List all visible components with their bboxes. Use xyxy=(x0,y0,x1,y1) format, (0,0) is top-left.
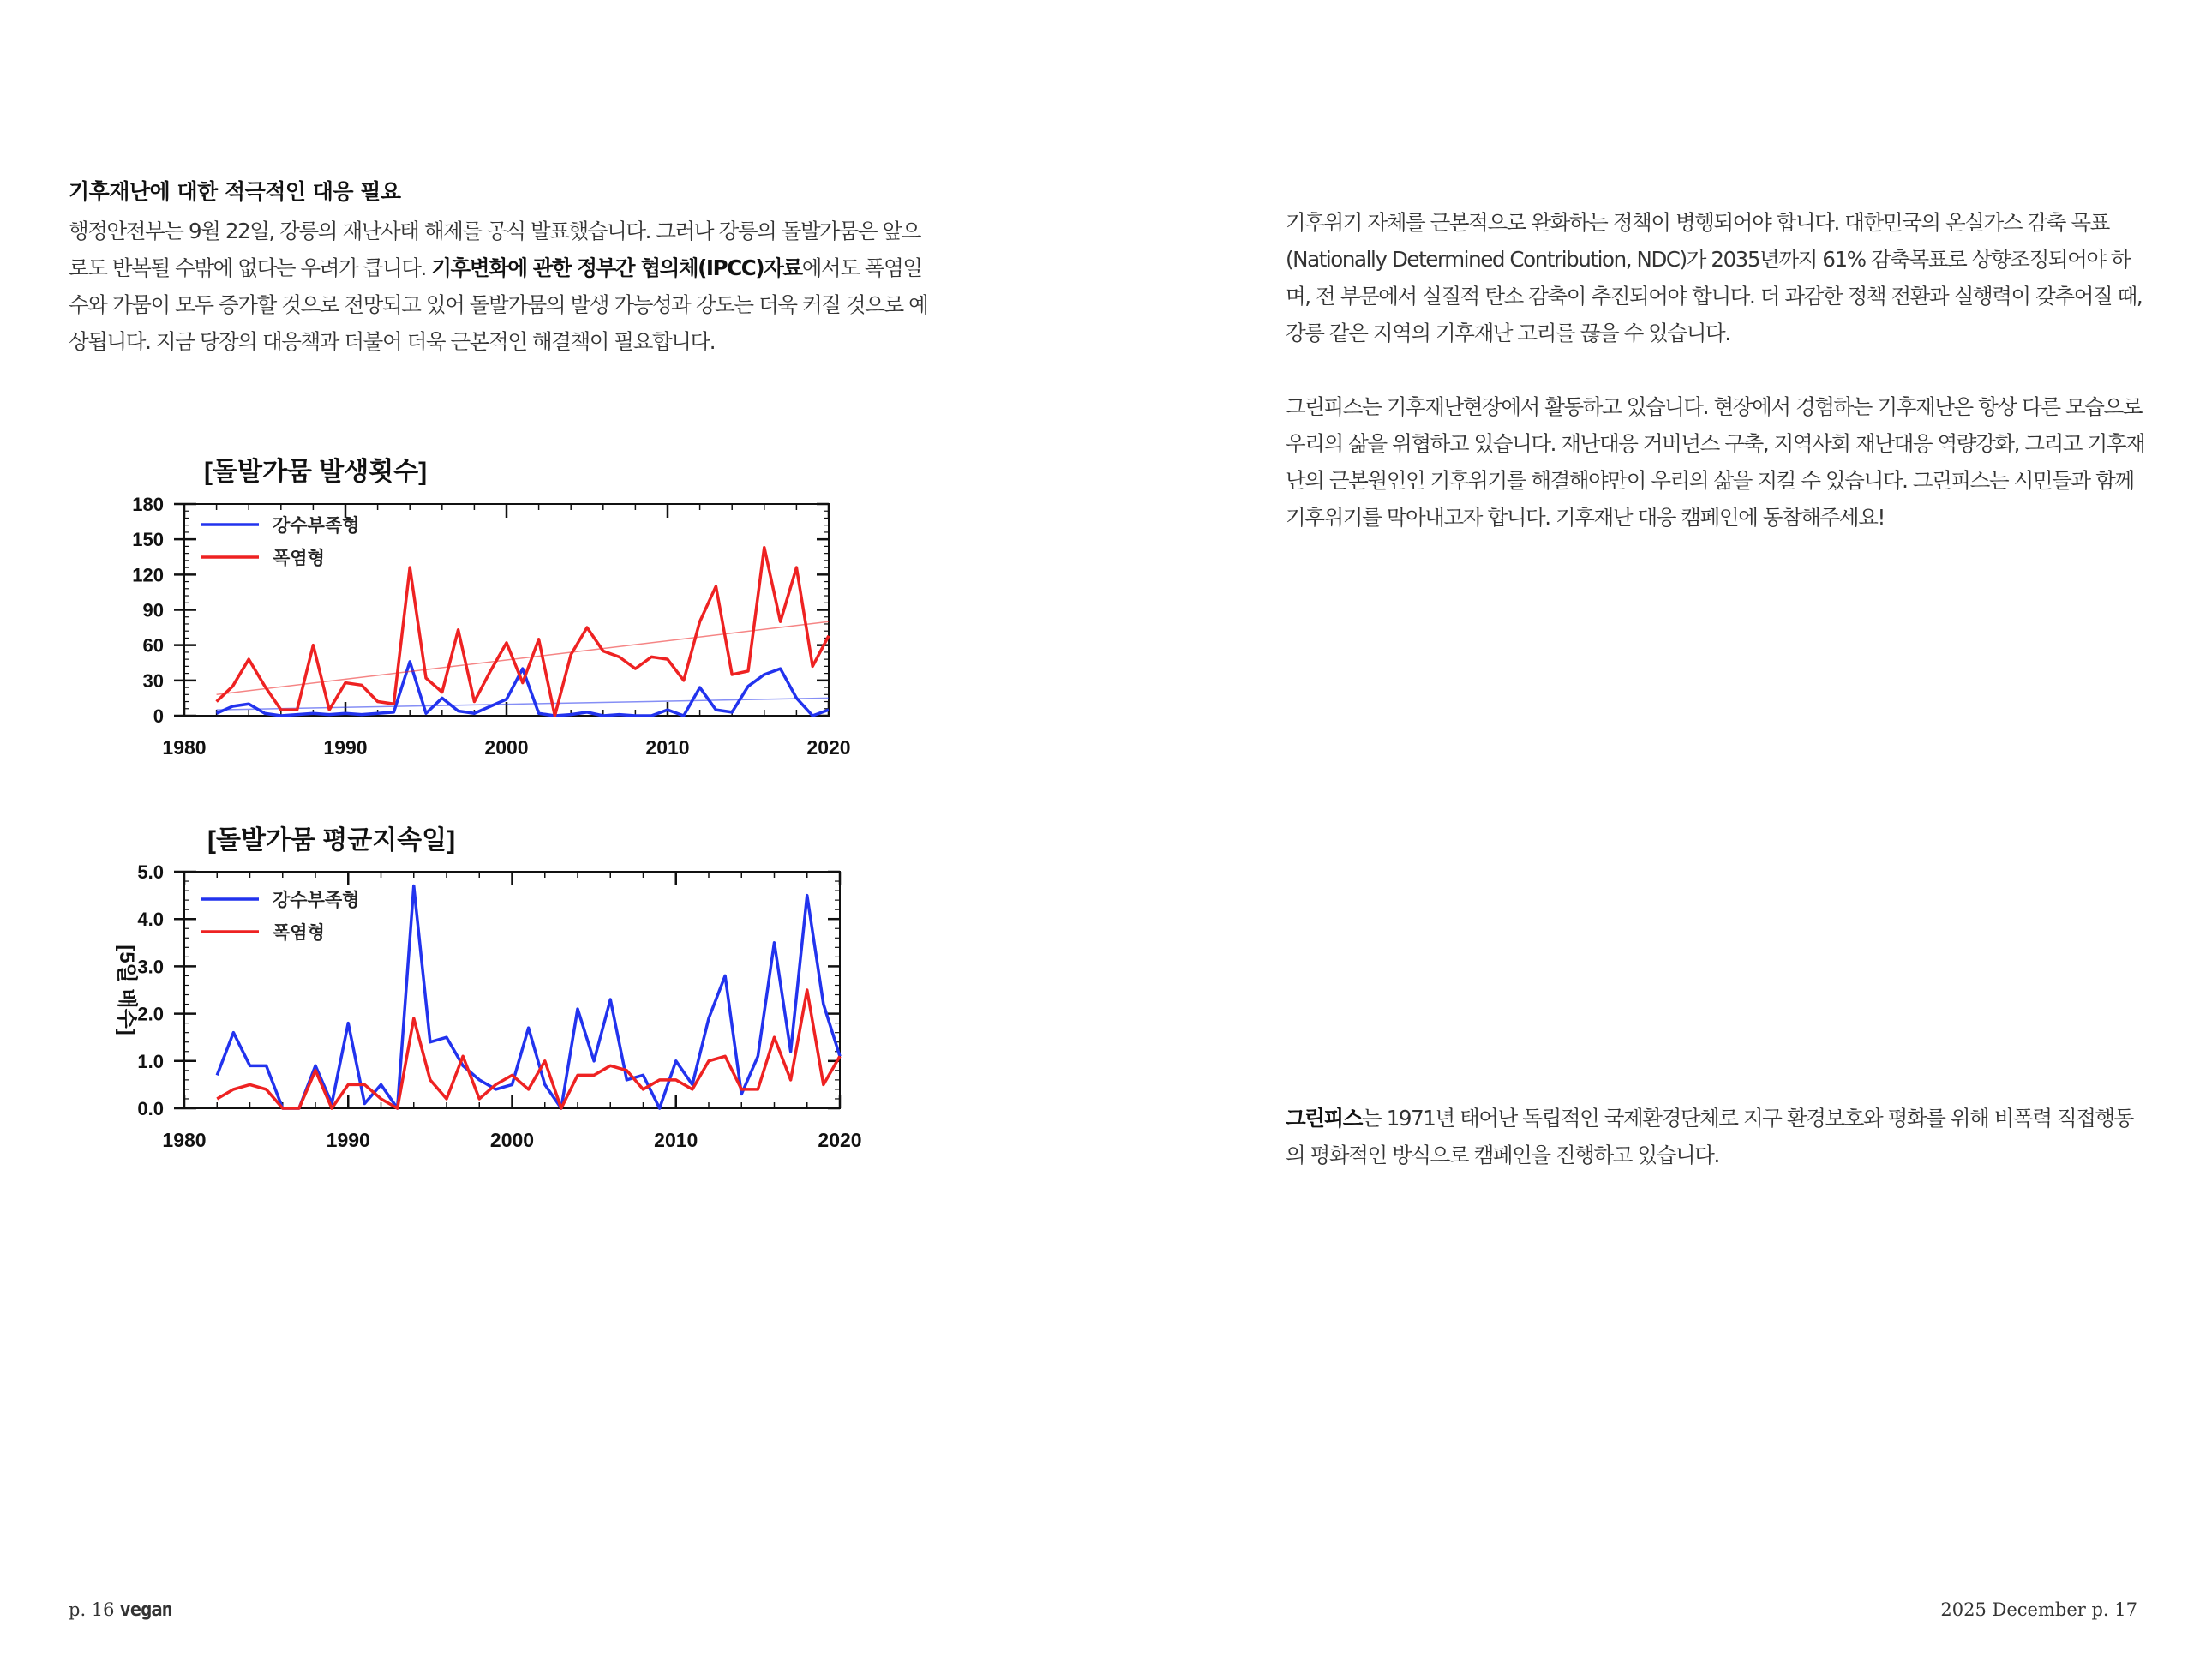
vegan-logo: vegan xyxy=(119,1599,172,1621)
y-tick-label: 2.0 xyxy=(137,1003,164,1025)
page-number-right: 2025 December p. 17 xyxy=(1940,1599,2137,1620)
plot-frame xyxy=(184,504,829,716)
legend-label: 강수부족형 xyxy=(273,516,360,536)
left-column-text xyxy=(69,213,936,360)
about-text: 는 1971년 태어난 독립적인 국제환경단체로 지구 환경보호와 평화를 위해 비폭력 직접행동의 평화적인 방식으로 캠페인을 진행하고 있습니다. xyxy=(1286,1105,2134,1167)
flash-drought-duration-chart xyxy=(103,819,874,1170)
greenpeace-about xyxy=(1286,1078,2146,1194)
x-tick-label: 2020 xyxy=(806,736,851,759)
about-paragraph xyxy=(1286,1100,2146,1173)
chart-title: [돌발가뭄 발생횟수] xyxy=(204,458,428,486)
right-paragraph-2: 그린피스는 기후재난현장에서 활동하고 있습니다. 현장에서 경험하는 기후재난은 항상 다른 모습으로 우리의 삶을 위협하고 있습니다. 재난대응 거버넌스 구축, 지역사회 재난대응 역량강화, 그리고 기후재난의 근본원인인 기후위기를 해결해야만이 우리의 삶을 지킬 수 있습니다. 그린피스는 시민들과 함께 기후위기를 막아내고자 합니다. 기후재난 대응 캠페인에 동참해주세요! xyxy=(1286,394,2145,530)
page-number-left: p. 16 xyxy=(69,1599,115,1620)
y-tick-label: 30 xyxy=(142,669,164,692)
left-paragraph-part1: 행정안전부는 9월 22일, 강릉의 재난사태 해제를 공식 발표했습니다. 그러나 강릉의 돌발가뭄은 앞으로도 반복될 수밖에 없다는 우려가 큽니다. xyxy=(69,219,921,280)
section-heading: 기후재난에 대한 적극적인 대응 필요 xyxy=(69,179,401,204)
x-tick-label: 2020 xyxy=(818,1129,862,1151)
series-0-line xyxy=(217,886,840,1108)
y-tick-label: 0.0 xyxy=(137,1098,164,1119)
x-tick-label: 1980 xyxy=(162,1129,207,1151)
y-tick-label: 1.0 xyxy=(137,1050,164,1072)
ipcc-highlight: 기후변화에 관한 정부간 협의체(IPCC)자료 xyxy=(431,255,802,280)
y-tick-label: 5.0 xyxy=(137,861,164,883)
y-tick-label: 4.0 xyxy=(137,909,164,931)
y-tick-label: 60 xyxy=(142,634,164,657)
right-paragraph-1: 기후위기 자체를 근본적으로 완화하는 정책이 병행되어야 합니다. 대한민국의 온실가스 감축 목표(Nationally Determined Contribution, NDC)가 2035년까지 61% 감축목표로 상향조정되어야 하며, 전 부문에서 실질적 탄소 감축이 추진되어야 합니다. 더 과감한 정책 전환과 실행력이 갖추어질 때, 강릉 같은 지역의 기후재난 고리를 끊을 수 있습니다. xyxy=(1286,210,2143,345)
legend-label: 강수부족형 xyxy=(273,891,360,910)
x-tick-label: 1990 xyxy=(323,736,368,759)
y-tick-label: 120 xyxy=(132,564,164,586)
right-column-text xyxy=(1286,204,2146,536)
x-tick-label: 2010 xyxy=(654,1129,698,1151)
y-tick-label: 150 xyxy=(132,529,164,551)
legend-label: 폭염형 xyxy=(273,923,325,943)
chart-title: [돌발가뭄 평균지속일] xyxy=(207,826,456,855)
left-paragraph-part2: 에서도 폭염일수와 가뭄이 모두 증가할 것으로 전망되고 있어 돌발가뭄의 발생 가능성과 강도는 더욱 커질 것으로 예상됩니다. 지금 당장의 대응책과 더불어 더욱 근본적인 해결책이 필요합니다. xyxy=(69,255,928,354)
x-tick-label: 1980 xyxy=(162,736,207,759)
y-axis-label: [5일 배수] xyxy=(115,945,138,1035)
legend-label: 폭염형 xyxy=(273,549,325,568)
y-tick-label: 3.0 xyxy=(137,956,164,978)
left-paragraph xyxy=(69,213,936,360)
x-tick-label: 2010 xyxy=(645,736,690,759)
series-1-line xyxy=(217,990,840,1108)
y-tick-label: 90 xyxy=(142,599,164,621)
x-tick-label: 2000 xyxy=(489,1129,535,1151)
y-tick-label: 180 xyxy=(132,494,164,515)
footer-left xyxy=(69,1599,172,1621)
flash-drought-frequency-chart xyxy=(103,446,874,789)
x-tick-label: 1990 xyxy=(326,1129,370,1151)
x-tick-label: 2000 xyxy=(484,736,529,759)
series-1-line xyxy=(217,548,829,716)
greenpeace-name: 그린피스 xyxy=(1286,1105,1363,1131)
y-tick-label: 0 xyxy=(153,705,164,727)
